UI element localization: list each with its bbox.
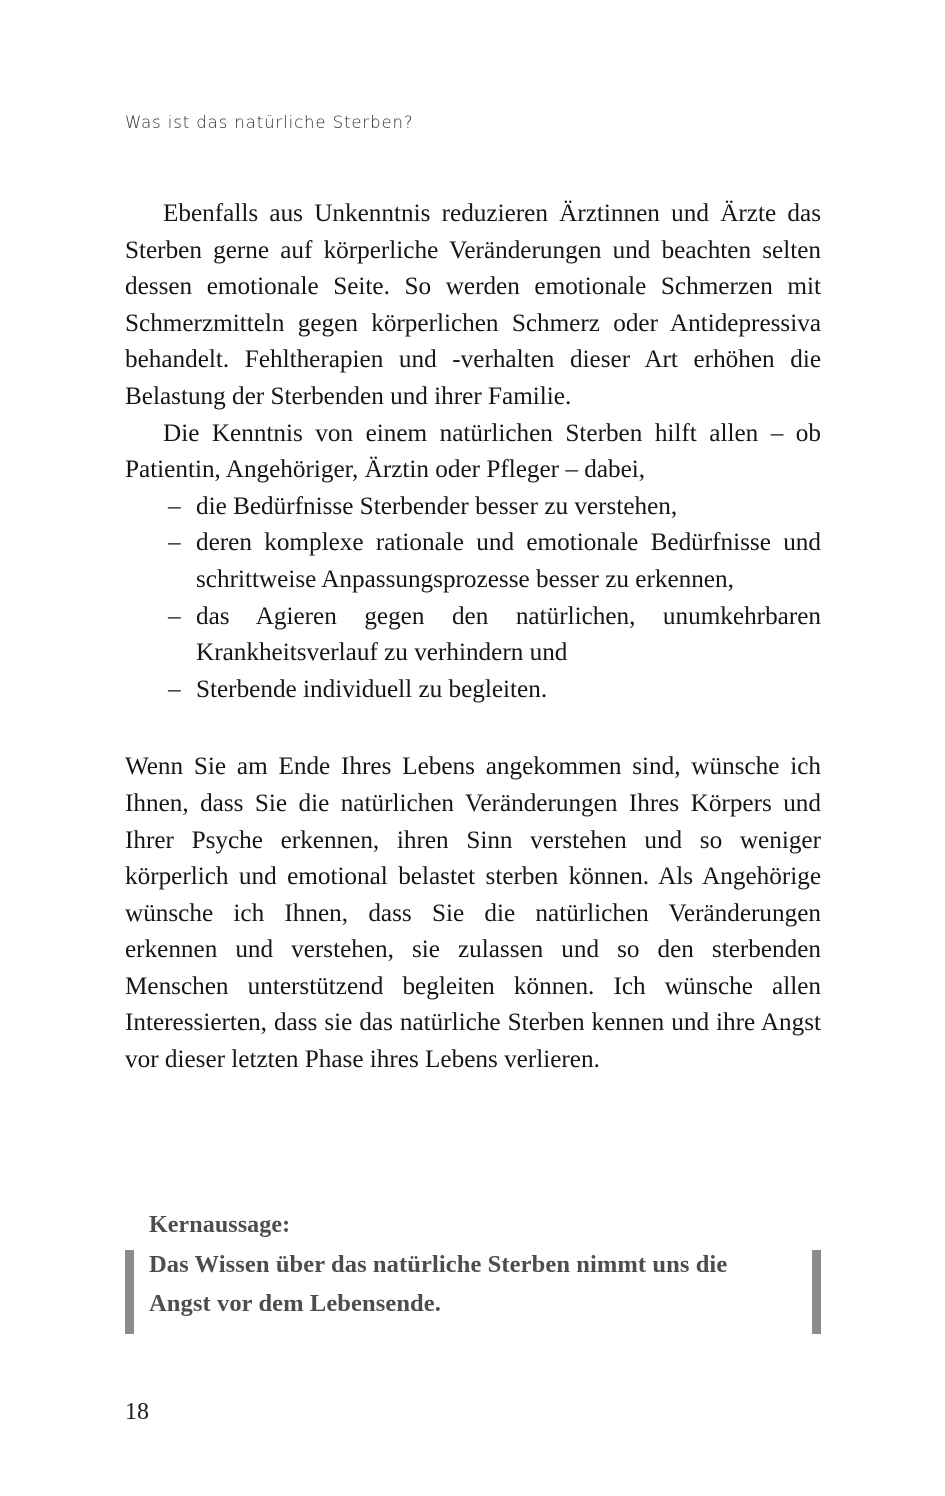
benefits-list xyxy=(125,489,821,709)
callout-left-bar xyxy=(125,1250,134,1334)
body-text-column xyxy=(125,196,821,1079)
key-message-callout xyxy=(125,1206,821,1326)
page-number: 18 xyxy=(125,1399,149,1425)
dash-marker-icon: – xyxy=(168,602,181,630)
dash-marker-icon: – xyxy=(168,675,181,703)
paragraph-3: Wenn Sie am Ende Ihres Lebens angekommen sind, wünsche ich Ihnen, dass Sie die natürlichen Veränderungen Ihres Körpers und Ihrer Psyche erkennen, ihren Sinn verstehen und so weniger körperlich und emotional belastet sterben können. Als Angehörige wünsche ich Ihnen, dass Sie die natürlichen Veränderungen erkennen und verstehen, sie zulassen und so den sterbenden Menschen unterstützend begleiten können. Ich wünsche allen Interessierten, dass sie das natürliche Sterben kennen und ihre Angst vor dieser letzten Phase ihres Lebens verlieren. xyxy=(125,753,821,1074)
callout-body xyxy=(125,1246,821,1326)
paragraph-2: Die Kenntnis von einem natürlichen Sterben hilft allen – ob Patientin, Angehöriger, Ärztin oder Pfleger – dabei, xyxy=(125,419,821,484)
list-item xyxy=(125,672,821,709)
list-item-label: Sterbende individuell zu begleiten. xyxy=(196,675,548,703)
list-item-label: deren komplexe rationale und emotionale Bedürfnisse und schrittweise Anpassungsprozesse besser zu erkennen, xyxy=(196,529,821,593)
list-item-label: die Bedürfnisse Sterbender besser zu verstehen, xyxy=(196,492,678,520)
list-item xyxy=(125,599,821,672)
dash-marker-icon: – xyxy=(168,529,181,557)
callout-label: Kernaussage: xyxy=(149,1212,291,1238)
list-item xyxy=(125,489,821,526)
dash-marker-icon: – xyxy=(168,492,181,520)
callout-text: Das Wissen über das natürliche Sterben nimmt uns die Angst vor dem Lebensende. xyxy=(149,1251,728,1317)
running-header: Was ist das natürliche Sterben? xyxy=(125,113,414,132)
list-item-label: das Agieren gegen den natürlichen, unumkehrbaren Krankheitsverlauf zu verhindern und xyxy=(196,602,821,667)
list-item xyxy=(125,525,821,598)
paragraph-1: Ebenfalls aus Unkenntnis reduzieren Ärztinnen und Ärzte das Sterben gerne auf körperliche Veränderungen und beachten selten dessen emotionale Seite. So werden emotionale Schmerzen mit Schmerzmitteln gegen körperlichen Schmerz oder Antidepressiva behandelt. Fehltherapien und -verhalten dieser Art erhöhen die Belastung der Sterbenden und ihrer Familie. xyxy=(125,200,821,410)
paragraph-spacer xyxy=(125,708,821,749)
callout-right-bar xyxy=(812,1250,821,1334)
